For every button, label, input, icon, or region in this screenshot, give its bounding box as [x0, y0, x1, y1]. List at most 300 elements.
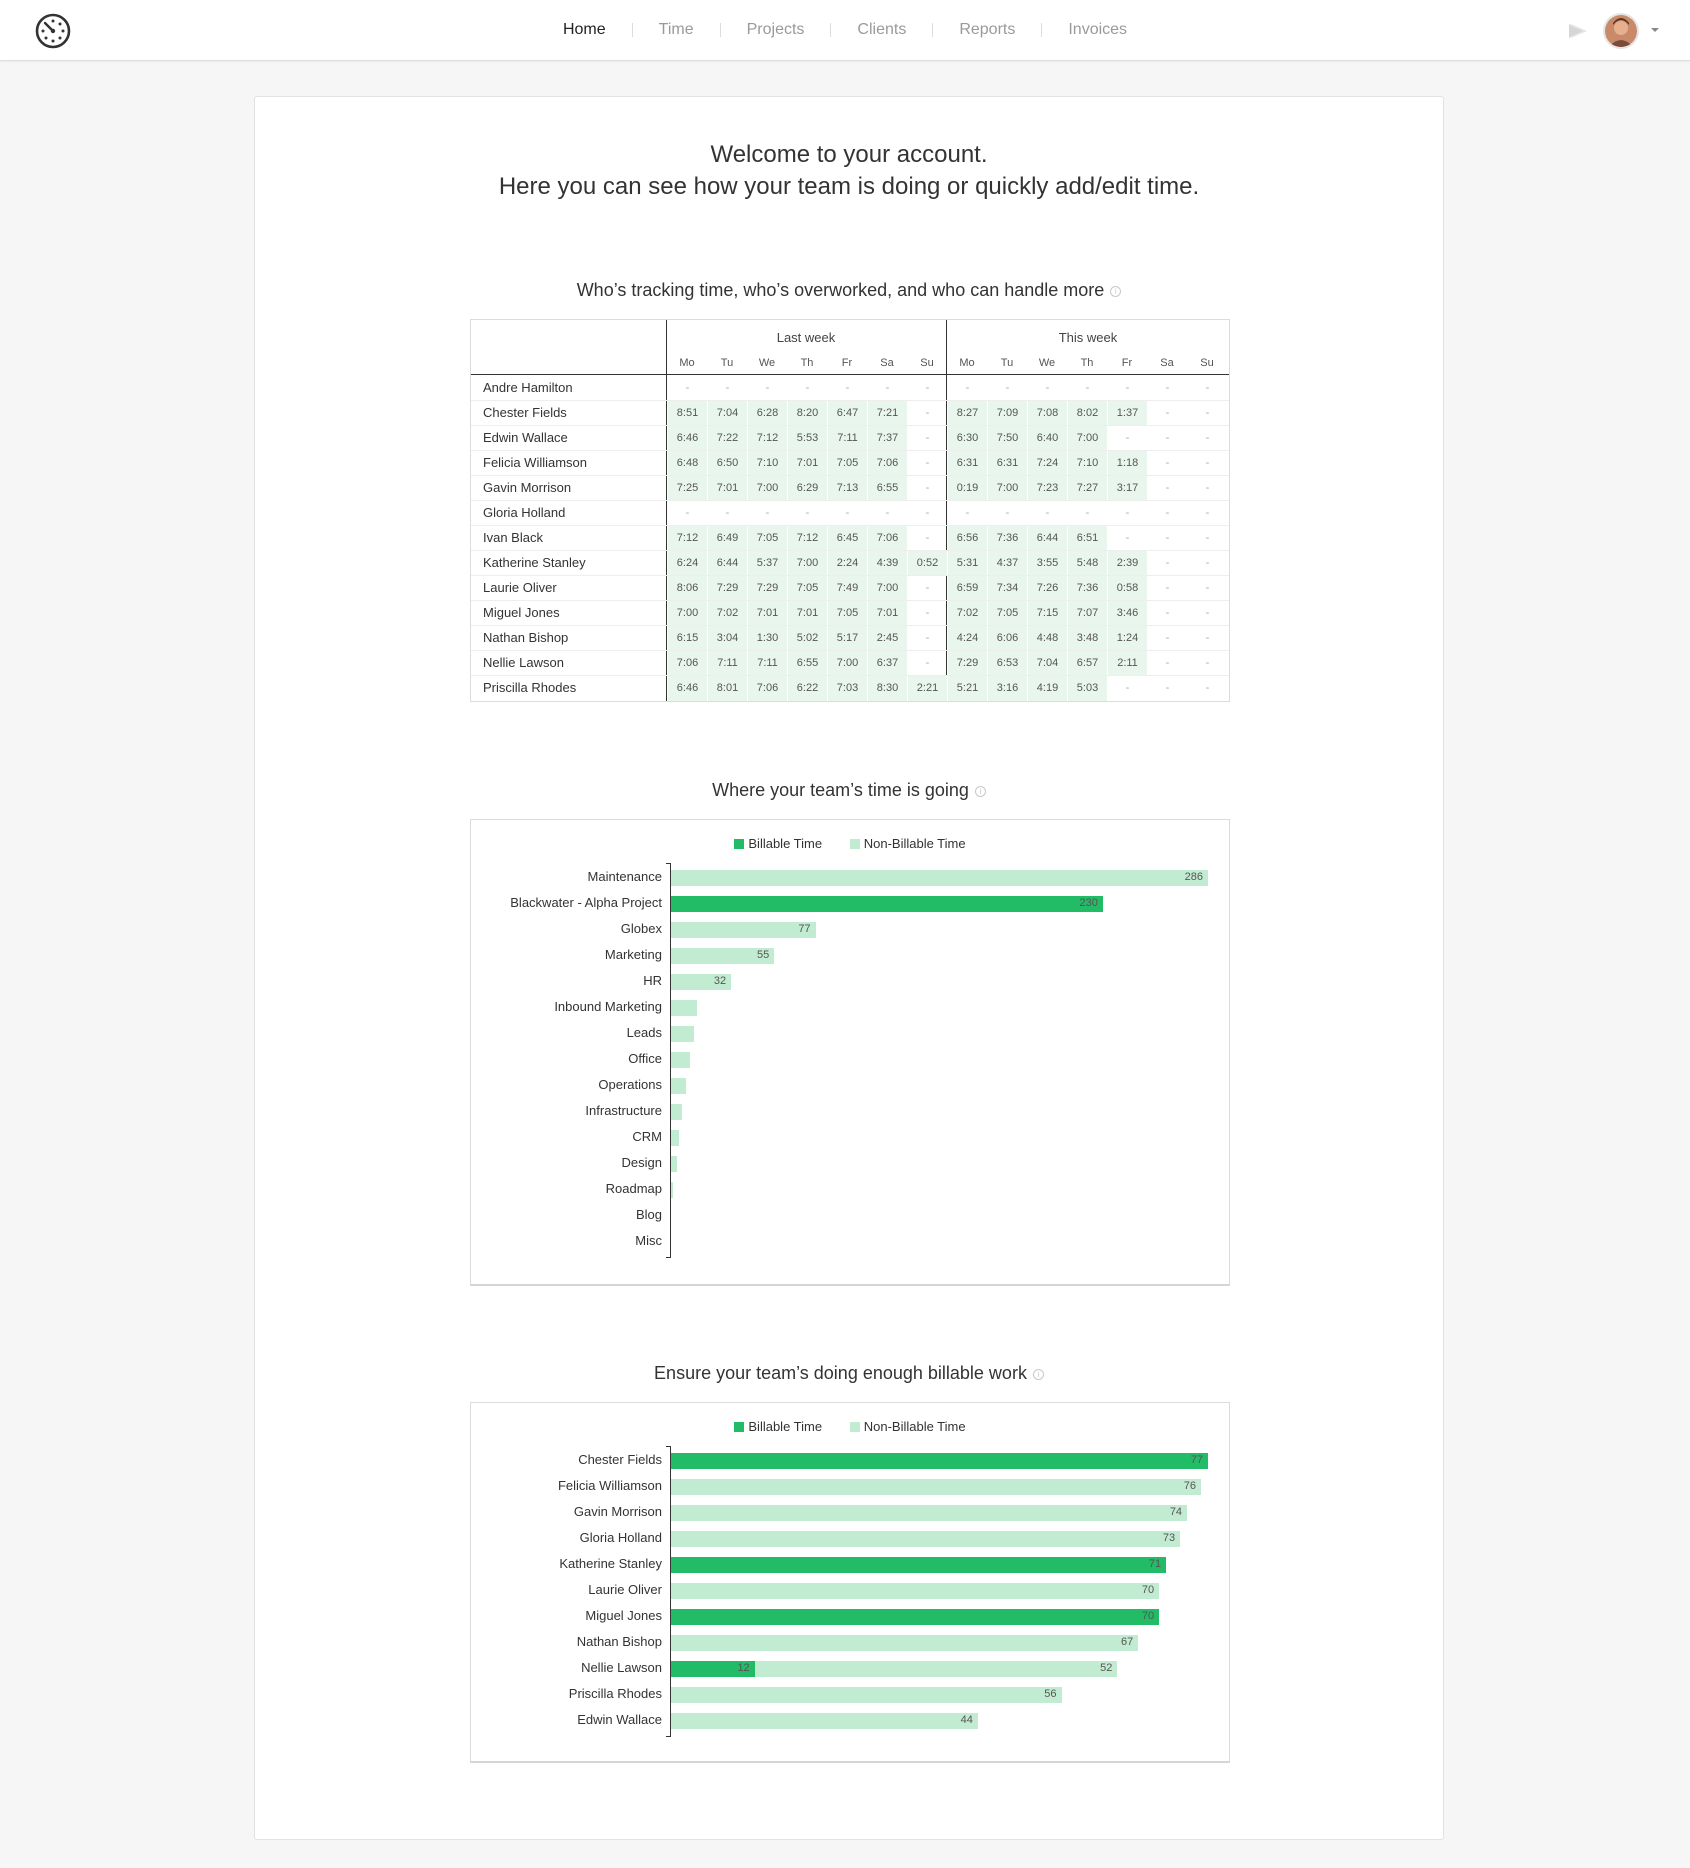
nav-time[interactable]: Time — [658, 21, 694, 38]
category-label: Felicia Williamson — [557, 1478, 662, 1493]
time-cell[interactable]: - — [1205, 582, 1210, 594]
time-cell[interactable]: - — [1205, 557, 1210, 569]
time-cell[interactable]: 7:06 — [748, 676, 787, 701]
nav-home[interactable]: Home — [562, 21, 606, 38]
tracking-title-text: Who’s tracking time, who’s overworked, and who can handle more — [576, 280, 1105, 300]
nav-invoices[interactable]: Invoices — [1068, 21, 1128, 38]
time-cell[interactable]: 5:17 — [828, 626, 867, 651]
time-cell[interactable]: - — [925, 382, 930, 394]
time-cell[interactable]: - — [765, 382, 770, 394]
time-cell[interactable]: 7:05 — [788, 576, 827, 601]
billable-bar[interactable] — [671, 896, 1103, 912]
top-navigation-bar — [0, 0, 1690, 61]
time-cell[interactable]: 7:08 — [1028, 401, 1067, 426]
time-cell[interactable]: 5:02 — [788, 626, 827, 651]
time-cell[interactable]: - — [925, 532, 930, 544]
day-header: Th — [1080, 357, 1094, 369]
row-person-name: Priscilla Rhodes — [483, 680, 577, 695]
time-cell[interactable]: - — [1205, 407, 1210, 419]
day-header: We — [1038, 357, 1056, 369]
day-header: Sa — [1160, 357, 1174, 369]
category-label: Gavin Morrison — [573, 1504, 662, 1519]
time-cell[interactable]: 7:06 — [868, 526, 907, 551]
time-cell[interactable]: - — [1165, 657, 1170, 669]
time-cell[interactable]: 7:05 — [828, 601, 867, 626]
time-cell[interactable]: 1:30 — [748, 626, 787, 651]
non-billable-bar[interactable] — [671, 1479, 1201, 1495]
time-cell[interactable]: 2:21 — [908, 676, 947, 701]
time-cell[interactable]: - — [1125, 682, 1130, 694]
time-cell[interactable]: 7:50 — [988, 426, 1027, 451]
time-cell[interactable]: 7:00 — [668, 601, 707, 626]
legend-billable — [734, 1419, 822, 1434]
time-cell[interactable]: 7:04 — [1028, 651, 1067, 676]
time-cell[interactable]: - — [1165, 557, 1170, 569]
category-label: Priscilla Rhodes — [568, 1686, 662, 1701]
row-person-name: Nellie Lawson — [483, 655, 564, 670]
category-label: Nellie Lawson — [581, 1660, 662, 1675]
bar-value-label: 71 — [1148, 1558, 1162, 1570]
table-row[interactable] — [471, 476, 1229, 501]
projects-chart-title: Where your team’s time is going — [712, 780, 969, 800]
time-cell[interactable]: - — [1205, 432, 1210, 444]
time-cell[interactable]: 4:37 — [988, 551, 1027, 576]
axis-tick — [666, 863, 671, 864]
day-header: Su — [1200, 357, 1214, 369]
time-cell[interactable]: - — [1165, 457, 1170, 469]
billable-bar[interactable] — [671, 1557, 1166, 1573]
time-cell[interactable]: 6:55 — [788, 651, 827, 676]
category-label: HR — [643, 973, 662, 988]
time-cell[interactable]: 7:06 — [868, 451, 907, 476]
time-cell[interactable]: 0:19 — [948, 476, 987, 501]
time-cell[interactable]: 3:55 — [1028, 551, 1067, 576]
bar-value-label: 70 — [1141, 1584, 1155, 1596]
time-cell[interactable]: 6:29 — [788, 476, 827, 501]
time-cell[interactable]: 7:15 — [1028, 601, 1067, 626]
time-cell[interactable]: 5:21 — [948, 676, 987, 701]
time-cell[interactable]: - — [685, 382, 690, 394]
time-cell[interactable]: 0:52 — [908, 551, 947, 576]
bar-value-label: 73 — [1162, 1532, 1176, 1544]
non-billable-bar[interactable] — [671, 1635, 1138, 1651]
time-cell[interactable]: - — [1125, 507, 1130, 519]
table-row[interactable] — [471, 676, 1229, 701]
time-cell[interactable]: 8:01 — [708, 676, 747, 701]
non-billable-bar[interactable] — [671, 1182, 673, 1198]
time-cell[interactable]: 7:12 — [668, 526, 707, 551]
time-cell[interactable]: 7:05 — [748, 526, 787, 551]
time-cell[interactable]: 5:03 — [1068, 676, 1107, 701]
time-cell[interactable]: - — [1165, 532, 1170, 544]
time-cell[interactable]: 7:49 — [828, 576, 867, 601]
chart-legend — [471, 1419, 1229, 1434]
time-cell[interactable]: - — [805, 382, 810, 394]
non-billable-bar[interactable] — [671, 1078, 686, 1094]
info-icon[interactable]: i — [1033, 1369, 1044, 1380]
nav-clients[interactable]: Clients — [857, 21, 907, 38]
projects-section-title — [255, 780, 1443, 801]
time-cell[interactable]: 6:37 — [868, 651, 907, 676]
row-person-name: Edwin Wallace — [483, 430, 568, 445]
time-cell[interactable]: 6:30 — [948, 426, 987, 451]
time-cell[interactable]: - — [1205, 482, 1210, 494]
time-cell[interactable]: 7:26 — [1028, 576, 1067, 601]
time-cell[interactable]: 5:37 — [748, 551, 787, 576]
legend-billable-label: Billable Time — [748, 1419, 823, 1434]
time-cell[interactable]: 7:02 — [708, 601, 747, 626]
category-label: Edwin Wallace — [577, 1712, 662, 1727]
time-cell[interactable]: - — [845, 382, 850, 394]
time-cell[interactable]: 5:31 — [948, 551, 987, 576]
time-cell[interactable]: 7:37 — [868, 426, 907, 451]
welcome-line-1: Welcome to your account. — [710, 141, 988, 168]
time-cell[interactable]: - — [1165, 607, 1170, 619]
time-cell[interactable]: 7:00 — [748, 476, 787, 501]
billable-bar[interactable] — [671, 1609, 1159, 1625]
time-cell[interactable]: - — [1165, 482, 1170, 494]
time-cell[interactable]: - — [1125, 532, 1130, 544]
non-billable-bar[interactable] — [755, 1661, 1118, 1677]
time-cell[interactable]: - — [885, 507, 890, 519]
time-cell[interactable]: - — [845, 507, 850, 519]
non-billable-bar[interactable] — [671, 1583, 1159, 1599]
time-cell[interactable]: 7:07 — [1068, 601, 1107, 626]
time-cell[interactable]: - — [925, 657, 930, 669]
time-cell[interactable]: 7:13 — [828, 476, 867, 501]
time-cell[interactable]: 3:16 — [988, 676, 1027, 701]
time-cell[interactable]: 0:58 — [1108, 576, 1147, 601]
time-cell[interactable]: 7:29 — [748, 576, 787, 601]
non-billable-bar[interactable] — [671, 1687, 1062, 1703]
time-cell[interactable]: - — [725, 507, 730, 519]
time-cell[interactable]: 7:01 — [708, 476, 747, 501]
time-cell[interactable]: - — [1205, 532, 1210, 544]
time-cell[interactable]: - — [1205, 682, 1210, 694]
row-person-name: Katherine Stanley — [483, 555, 586, 570]
time-cell[interactable]: - — [765, 507, 770, 519]
time-cell[interactable]: 4:24 — [948, 626, 987, 651]
row-person-name: Nathan Bishop — [483, 630, 569, 645]
time-cell[interactable]: 7:01 — [868, 601, 907, 626]
time-cell[interactable]: 6:47 — [828, 401, 867, 426]
time-cell[interactable]: 7:09 — [988, 401, 1027, 426]
legend-swatch-non-billable — [850, 1422, 860, 1432]
main-nav — [0, 0, 1690, 60]
time-cell[interactable]: 7:00 — [828, 651, 867, 676]
time-cell[interactable]: - — [685, 507, 690, 519]
time-cell[interactable]: 7:00 — [1068, 426, 1107, 451]
time-cell[interactable]: 7:01 — [788, 601, 827, 626]
time-cell[interactable]: - — [1005, 382, 1010, 394]
time-cell[interactable]: 7:10 — [1068, 451, 1107, 476]
time-cell[interactable]: 4:48 — [1028, 626, 1067, 651]
dashboard-card — [254, 96, 1444, 1840]
table-row[interactable] — [471, 451, 1229, 476]
category-label: Globex — [620, 921, 662, 936]
time-cell[interactable]: 7:36 — [1068, 576, 1107, 601]
table-row[interactable] — [471, 376, 1229, 401]
non-billable-bar[interactable] — [671, 1000, 697, 1016]
time-cell[interactable]: 7:04 — [708, 401, 747, 426]
time-cell[interactable]: 4:39 — [868, 551, 907, 576]
time-cell[interactable]: 1:24 — [1108, 626, 1147, 651]
time-cell[interactable]: 8:27 — [948, 401, 987, 426]
time-cell[interactable]: - — [1165, 407, 1170, 419]
time-cell[interactable]: 2:24 — [828, 551, 867, 576]
welcome-line-2: Here you can see how your team is doing or quickly add/edit time. — [498, 173, 1200, 200]
time-cell[interactable]: 6:57 — [1068, 651, 1107, 676]
bell-icon[interactable] — [1566, 20, 1588, 42]
time-cell[interactable]: - — [925, 432, 930, 444]
category-label: Chester Fields — [578, 1452, 662, 1467]
time-cell[interactable]: - — [925, 607, 930, 619]
time-cell[interactable]: 3:48 — [1068, 626, 1107, 651]
time-cell[interactable]: 7:05 — [988, 601, 1027, 626]
legend-non-billable — [850, 836, 966, 851]
day-header: Th — [800, 357, 814, 369]
time-cell[interactable]: 6:31 — [988, 451, 1027, 476]
time-cell[interactable]: 6:06 — [988, 626, 1027, 651]
time-cell[interactable]: - — [885, 382, 890, 394]
billable-chart-title: Ensure your team’s doing enough billable work — [654, 1363, 1027, 1383]
time-cell[interactable]: 6:24 — [668, 551, 707, 576]
time-cell[interactable]: 1:37 — [1108, 401, 1147, 426]
legend-swatch-billable — [734, 1422, 744, 1432]
time-cell[interactable]: 7:29 — [708, 576, 747, 601]
day-header: Tu — [720, 357, 734, 369]
time-cell[interactable]: 3:17 — [1108, 476, 1147, 501]
day-header: Su — [920, 357, 934, 369]
time-cell[interactable]: 2:45 — [868, 626, 907, 651]
time-cell[interactable]: - — [1045, 382, 1050, 394]
time-cell[interactable]: 5:48 — [1068, 551, 1107, 576]
time-cell[interactable]: - — [1165, 632, 1170, 644]
time-cell[interactable]: 7:11 — [708, 651, 747, 676]
time-cell[interactable]: 7:00 — [868, 576, 907, 601]
category-label: Laurie Oliver — [588, 1582, 662, 1597]
time-cell[interactable]: - — [925, 407, 930, 419]
time-cell[interactable]: 7:29 — [948, 651, 987, 676]
legend-billable-label: Billable Time — [748, 836, 823, 851]
row-person-name: Gavin Morrison — [483, 480, 572, 495]
time-cell[interactable]: 7:36 — [988, 526, 1027, 551]
time-cell[interactable]: - — [1165, 582, 1170, 594]
time-cell[interactable]: 7:34 — [988, 576, 1027, 601]
table-row[interactable] — [471, 501, 1229, 526]
time-cell[interactable]: 7:00 — [988, 476, 1027, 501]
billable-bar[interactable] — [671, 1453, 1208, 1469]
time-cell[interactable]: - — [1165, 382, 1170, 394]
time-cell[interactable]: 3:46 — [1108, 601, 1147, 626]
time-cell[interactable]: 7:11 — [828, 426, 867, 451]
non-billable-bar[interactable] — [671, 1156, 677, 1172]
non-billable-bar[interactable] — [671, 1713, 978, 1729]
legend-non-billable-label: Non-Billable Time — [863, 1419, 966, 1434]
time-cell[interactable]: - — [1205, 507, 1210, 519]
bar-value-label: 32 — [713, 975, 727, 987]
category-label: Miguel Jones — [585, 1608, 662, 1623]
row-person-name: Felicia Williamson — [483, 455, 588, 470]
table-row[interactable] — [471, 551, 1229, 576]
time-cell[interactable]: - — [1205, 632, 1210, 644]
table-row[interactable] — [471, 576, 1229, 601]
time-cell[interactable]: 6:49 — [708, 526, 747, 551]
time-cell[interactable]: - — [925, 507, 930, 519]
table-row[interactable] — [471, 651, 1229, 676]
axis-tick — [666, 1446, 671, 1447]
time-cell[interactable]: 7:21 — [868, 401, 907, 426]
nav-reports[interactable]: Reports — [959, 21, 1016, 38]
time-cell[interactable]: 6:46 — [668, 676, 707, 701]
time-cell[interactable]: - — [1205, 657, 1210, 669]
time-cell[interactable]: - — [1085, 507, 1090, 519]
non-billable-bar[interactable] — [671, 1104, 682, 1120]
row-person-name: Andre Hamilton — [483, 380, 573, 395]
category-label: Inbound Marketing — [554, 999, 662, 1014]
time-cell[interactable]: 6:28 — [748, 401, 787, 426]
category-label: Roadmap — [605, 1181, 662, 1196]
bar-value-label: 67 — [1121, 1636, 1134, 1648]
time-cell[interactable]: 2:39 — [1108, 551, 1147, 576]
time-cell[interactable]: - — [925, 632, 930, 644]
legend-non-billable-label: Non-Billable Time — [863, 836, 966, 851]
last-week-label: Last week — [776, 330, 836, 345]
time-cell[interactable]: 6:50 — [708, 451, 747, 476]
time-cell[interactable]: 6:46 — [668, 426, 707, 451]
time-cell[interactable]: 6:56 — [948, 526, 987, 551]
time-cell[interactable]: 6:44 — [708, 551, 747, 576]
time-cell[interactable]: 6:15 — [668, 626, 707, 651]
welcome-message — [255, 139, 1443, 203]
time-cell[interactable]: - — [965, 382, 970, 394]
team-billable-chart — [470, 1402, 1230, 1763]
time-cell[interactable]: 4:19 — [1028, 676, 1067, 701]
time-cell[interactable]: 1:18 — [1108, 451, 1147, 476]
time-cell[interactable]: 7:10 — [748, 451, 787, 476]
time-cell[interactable]: 7:01 — [788, 451, 827, 476]
time-cell[interactable]: 5:53 — [788, 426, 827, 451]
this-week-label: This week — [1058, 330, 1118, 345]
time-cell[interactable]: 6:48 — [668, 451, 707, 476]
category-label: Katherine Stanley — [559, 1556, 662, 1571]
time-tracking-table — [470, 319, 1230, 702]
time-cell[interactable]: 7:01 — [748, 601, 787, 626]
time-cell[interactable]: 7:22 — [708, 426, 747, 451]
time-cell[interactable]: 6:53 — [988, 651, 1027, 676]
time-cell[interactable]: - — [1165, 432, 1170, 444]
time-cell[interactable]: 6:40 — [1028, 426, 1067, 451]
non-billable-bar[interactable] — [671, 1052, 690, 1068]
avatar[interactable] — [1603, 13, 1639, 49]
category-label: Infrastructure — [585, 1103, 662, 1118]
time-cell[interactable]: - — [1085, 382, 1090, 394]
non-billable-bar[interactable] — [671, 870, 1208, 886]
non-billable-bar[interactable] — [671, 1505, 1187, 1521]
time-cell[interactable]: 6:22 — [788, 676, 827, 701]
time-cell[interactable]: 7:27 — [1068, 476, 1107, 501]
time-cell[interactable]: 7:02 — [948, 601, 987, 626]
non-billable-bar[interactable] — [671, 1531, 1180, 1547]
bar-value-label: 77 — [798, 923, 811, 935]
chart-legend — [471, 836, 1229, 851]
time-cell[interactable]: 6:45 — [828, 526, 867, 551]
table-row[interactable] — [471, 626, 1229, 651]
table-row[interactable] — [471, 601, 1229, 626]
time-cell[interactable]: 3:04 — [708, 626, 747, 651]
time-cell[interactable]: 8:30 — [868, 676, 907, 701]
row-person-name: Laurie Oliver — [483, 580, 557, 595]
row-person-name: Miguel Jones — [483, 605, 560, 620]
time-cell[interactable]: 7:11 — [748, 651, 787, 676]
time-cell[interactable]: 6:31 — [948, 451, 987, 476]
info-icon[interactable]: i — [1110, 286, 1121, 297]
time-cell[interactable]: - — [805, 507, 810, 519]
time-cell[interactable]: 7:06 — [668, 651, 707, 676]
time-cell[interactable]: - — [725, 382, 730, 394]
category-label: Design — [621, 1155, 662, 1170]
time-cell[interactable]: - — [1165, 682, 1170, 694]
time-cell[interactable]: 6:59 — [948, 576, 987, 601]
time-cell[interactable]: 8:02 — [1068, 401, 1107, 426]
time-cell[interactable]: 7:24 — [1028, 451, 1067, 476]
time-cell[interactable]: 8:20 — [788, 401, 827, 426]
legend-swatch-non-billable — [850, 839, 860, 849]
day-header: We — [758, 357, 776, 369]
bar-value-label: 55 — [757, 949, 770, 961]
time-cell[interactable]: - — [925, 457, 930, 469]
time-cell[interactable]: - — [1205, 607, 1210, 619]
time-cell[interactable]: - — [925, 482, 930, 494]
time-cell[interactable]: 7:03 — [828, 676, 867, 701]
time-cell[interactable]: 6:55 — [868, 476, 907, 501]
info-icon[interactable]: i — [975, 786, 986, 797]
time-cell[interactable]: 8:06 — [668, 576, 707, 601]
time-cell[interactable]: 8:51 — [668, 401, 707, 426]
time-cell[interactable]: 7:25 — [668, 476, 707, 501]
table-row[interactable] — [471, 401, 1229, 426]
time-cell[interactable]: 7:12 — [748, 426, 787, 451]
time-cell[interactable]: - — [1205, 457, 1210, 469]
time-cell[interactable]: - — [1125, 382, 1130, 394]
time-cell[interactable]: 7:12 — [788, 526, 827, 551]
time-cell[interactable]: 7:05 — [828, 451, 867, 476]
bar-value-label: 70 — [1141, 1610, 1155, 1622]
time-cell[interactable]: 6:51 — [1068, 526, 1107, 551]
time-cell[interactable]: 7:00 — [788, 551, 827, 576]
non-billable-bar[interactable] — [671, 1026, 694, 1042]
bar-value-label: 56 — [1044, 1688, 1057, 1700]
time-cell[interactable]: - — [1125, 432, 1130, 444]
category-label: Blog — [635, 1207, 662, 1222]
caret-down-icon[interactable] — [1650, 26, 1660, 34]
bar-value-label: 286 — [1184, 871, 1203, 883]
time-cell[interactable]: - — [965, 507, 970, 519]
legend-non-billable — [850, 1419, 966, 1434]
time-cell[interactable]: - — [1005, 507, 1010, 519]
time-cell[interactable]: 7:23 — [1028, 476, 1067, 501]
time-cell[interactable]: - — [1205, 382, 1210, 394]
time-cell[interactable]: 2:11 — [1108, 651, 1147, 676]
time-cell[interactable]: - — [925, 582, 930, 594]
time-cell[interactable]: - — [1045, 507, 1050, 519]
table-row[interactable] — [471, 526, 1229, 551]
nav-projects[interactable]: Projects — [746, 21, 805, 38]
table-row[interactable] — [471, 426, 1229, 451]
time-cell[interactable]: - — [1165, 507, 1170, 519]
non-billable-bar[interactable] — [671, 1130, 679, 1146]
time-cell[interactable]: 6:44 — [1028, 526, 1067, 551]
